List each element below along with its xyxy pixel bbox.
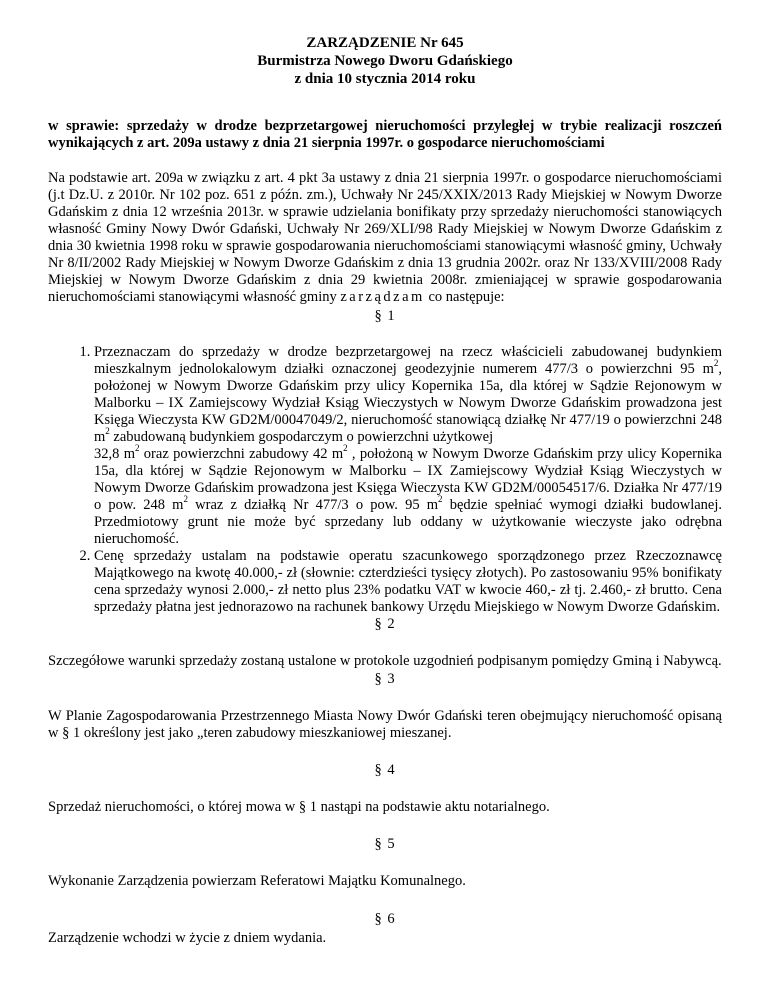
section-3-paragraph: W Planie Zagospodarowania Przestrzennego Miasta Nowy Dwór Gdański teren obejmujący nieruchomość opisaną w § 1 określony jest jako „teren zabudowy mieszkaniowej mieszanej.: [48, 708, 722, 741]
preamble-spaced-word: zarządzam: [340, 289, 425, 305]
section-5-paragraph: Wykonanie Zarządzenia powierzam Referatowi Majątku Komunalnego.: [48, 873, 466, 889]
preamble-paragraph: [48, 170, 722, 306]
superscript: 2: [134, 443, 140, 454]
section-2-heading: § 2: [374, 616, 396, 632]
section-4-paragraph: Sprzedaż nieruchomości, o której mowa w § 1 nastąpi na podstawie aktu notarialnego.: [48, 799, 550, 815]
superscript: 2: [183, 494, 188, 505]
superscript: 2: [343, 443, 348, 454]
superscript: 2: [713, 358, 719, 369]
item1-text-g: wraz z działką Nr 477/3 o pow. 95 m: [187, 497, 439, 513]
item1-text-e: oraz powierzchni zabudowy 42 m: [139, 446, 344, 462]
section-1-heading: § 1: [374, 308, 396, 324]
item1-text-a: Przeznaczam do sprzedaży w drodze bezprzetargowej na rzecz właścicieli zabudowanej budynkiem mieszkalnym jednolokalowym działki oznaczonej geodezyjnie numerem 477/3 o powierzchni 95 m: [94, 344, 722, 377]
superscript: 2: [105, 426, 110, 437]
title-line-1: ZARZĄDZENIE Nr 645: [306, 35, 464, 51]
item1-text-f: , położoną w Nowym Dworze Gdańskim przy ulicy Kopernika 15a, dla której w Sądzie Rejonowym w Malborku – IX Zamiejscowy Wydział Ksiąg Wieczystych w Nowym Dworze Gdańskim prowadzona jest Księga Wieczysta KW GD2M/00054517/6. Działka Nr 477/19 o pow. 248 m: [94, 446, 722, 513]
document-page: [48, 34, 722, 947]
section-2-paragraph: Szczegółowe warunki sprzedaży zostaną ustalone w protokole uzgodnień podpisanym pomiędzy Gminą i Nabywcą.: [48, 653, 722, 669]
subject-heading: w sprawie: sprzedaży w drodze bezprzetargowej nieruchomości przyległej w trybie realizacji roszczeń wynikających z art. 209a ustawy z dnia 21 sierpnia 1997r. o gospodarce nieruchomościami: [48, 118, 722, 151]
list-item: 2. Cenę sprzedaży ustalam na podstawie operatu szacunkowego sporządzonego przez Rzeczoznawcę Majątkowego na kwotę 40.000,- zł (słownie: czterdzieści tysięcy złotych). Po zastosowaniu 95% bonifikaty cena sprzedaży wynosi 2.000,- zł netto plus 23% podatku VAT w kwocie 460,- zł tj. 2.460,- zł brutto. Cena sprzedaży płatna jest jednorazowo na rachunek bankowy Urzędu Miejskiego w Nowym Dworze Gdańskim.: [94, 548, 722, 616]
item1-text-c: zabudowaną budynkiem gospodarczym o powierzchni użytkowej: [109, 429, 494, 445]
document-title: [48, 34, 722, 88]
superscript: 2: [438, 494, 443, 505]
preamble-tail: co następuje:: [428, 289, 505, 305]
section-6-heading: § 6: [374, 911, 396, 927]
section-3-heading: § 3: [374, 671, 396, 687]
section-5-heading: § 5: [374, 836, 396, 852]
item1-text-d: 32,8 m: [94, 446, 135, 462]
section-4-heading: § 4: [374, 762, 396, 778]
preamble-text: Na podstawie art. 209a w związku z art. 4 pkt 3a ustawy z dnia 21 sierpnia 1997r. o gospodarce nieruchomościami (j.t Dz.U. z 2010r. Nr 102 poz. 651 z późn. zm.), Uchwały Nr 245/XXIX/2013 Rady Miejskiej w Nowym Dworze Gdańskim z dnia 12 września 2013r. w sprawie udzielania bonifikaty przy sprzedaży nieruchomości stanowiących własność Gminy Nowy Dwór Gdański, Uchwały Nr 269/XLI/98 Rady Miejskiej w Nowym Dworze Gdańskim z dnia 30 kwietnia 1998 roku w sprawie gospodarowania nieruchomościami stanowiącymi własność gminy, Uchwały Nr 8/II/2002 Rady Miejskiej w Nowym Dworze Gdańskim z dnia 13 grudnia 2002r. oraz Nr 133/XVIII/2008 Rady Miejskiej w Nowym Dworze Gdańskim z dnia 29 kwietnia 2008r. zmieniającej w sprawie gospodarowania nieruchomościami stanowiącymi własność gminy: [48, 170, 722, 305]
section-6-paragraph: Zarządzenie wchodzi w życie z dniem wydania.: [48, 930, 327, 946]
section-1-list: [48, 344, 722, 616]
title-line-2: Burmistrza Nowego Dworu Gdańskiego: [257, 53, 513, 69]
title-line-3: z dnia 10 stycznia 2014 roku: [294, 71, 476, 87]
item1-text-h: będzie spełniać wymogi działki budowlanej. Przedmiotowy grunt nie może być sprzedany lub oddany w użytkowanie wieczyste jako odrębna nieruchomość.: [94, 497, 723, 547]
item1-text-b: , położonej w Nowym Dworze Gdańskim przy ulicy Kopernika 15a, dla której w Sądzie Rejonowym w Malborku – IX Zamiejscowy Wydział Ksiąg Wieczystych w Nowym Dworze Gdańskim prowadzona jest Księga Wieczysta KW GD2M/00047049/2, nieruchomość stanowiącą działkę Nr 477/19 o powierzchni 248 m: [94, 361, 722, 445]
list-item: [94, 344, 722, 548]
